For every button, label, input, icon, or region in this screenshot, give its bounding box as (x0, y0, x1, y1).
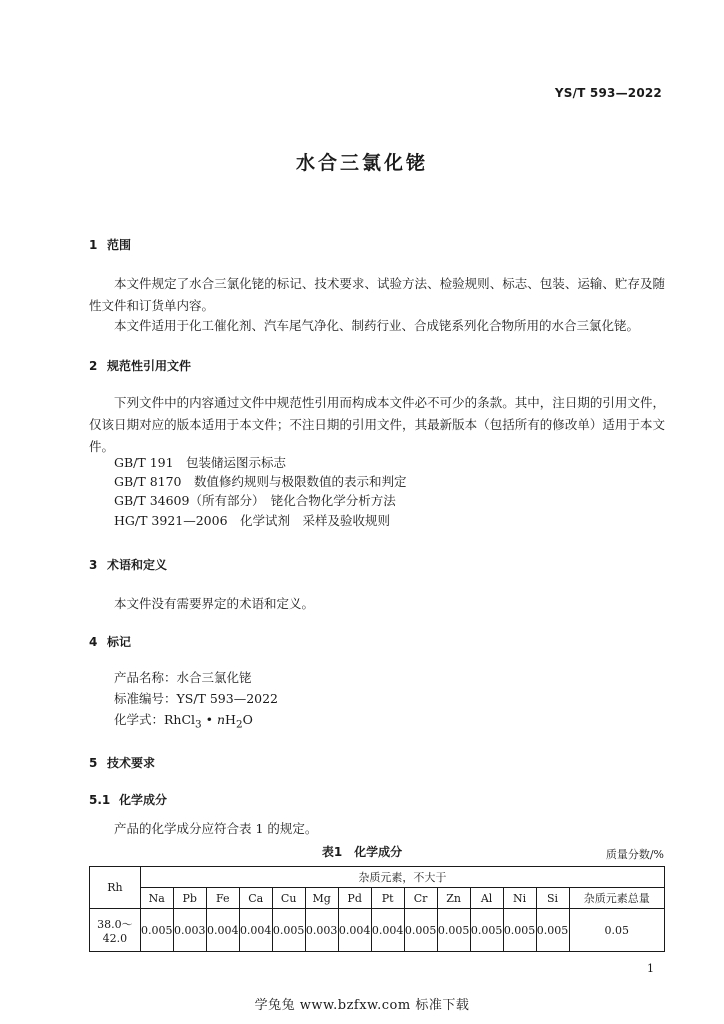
reference-item: HG/T 3921—2006 化学试剂 采样及验收规则 (114, 513, 391, 528)
element-header: Pb (173, 888, 206, 909)
chemical-formula-line: 化学式：RhCl$_3$ • $nH_2O$ (114, 712, 253, 731)
element-header: Zn (437, 888, 470, 909)
impurity-value: 0.004 (338, 909, 371, 952)
reference-item: GB/T 8170 数值修约规则与极限数值的表示和判定 (114, 474, 407, 489)
chemical-composition-table (89, 866, 665, 952)
section-1-paragraph-1: 本文件规定了水合三氯化铑的标记、技术要求、试验方法、检验规则、标志、包装、运输、贮存及随性文件和订货单内容。 (89, 276, 665, 313)
document-title: 水合三氯化铑 (295, 152, 428, 174)
section-5-1-paragraph: 产品的化学成分应符合表 1 的规定。 (114, 821, 318, 836)
section-3-heading: 3 术语和定义 (89, 558, 168, 572)
section-3-paragraph-1: 本文件没有需要界定的术语和定义。 (114, 596, 315, 611)
impurity-value: 0.003 (305, 909, 338, 952)
standard-code: YS/T 593—2022 (554, 86, 662, 100)
rh-header: Rh (90, 867, 141, 909)
element-header: Mg (305, 888, 338, 909)
element-header: Si (536, 888, 569, 909)
element-header: Al (470, 888, 503, 909)
product-name-line: 产品名称：水合三氯化铑 (114, 670, 252, 685)
element-header: Ca (239, 888, 272, 909)
impurity-value: 0.003 (173, 909, 206, 952)
impurity-value: 0.005 (437, 909, 470, 952)
standard-number-line: 标准编号：YS/T 593—2022 (114, 691, 279, 706)
reference-item: GB/T 191 包装储运图示标志 (114, 455, 287, 470)
section-5-heading: 5 技术要求 (89, 756, 156, 770)
element-header: Pd (338, 888, 371, 909)
page-number: 1 (647, 962, 654, 975)
section-1-paragraph-2: 本文件适用于化工催化剂、汽车尾气净化、制药行业、合成铑系列化合物所用的水合三氯化铑。 (114, 318, 640, 333)
section-2-heading: 2 规范性引用文件 (89, 359, 192, 373)
total-impurity-header: 杂质元素总量 (569, 888, 664, 909)
impurity-value: 0.005 (272, 909, 305, 952)
section-2-paragraph-1: 下列文件中的内容通过文件中规范性引用而构成本文件必不可少的条款。其中，注日期的引用文件，仅该日期对应的版本适用于本文件；不注日期的引用文件，其最新版本（包括所有的修改单）适用于本文件。 (89, 395, 665, 454)
element-header: Cr (404, 888, 437, 909)
element-header: Ni (503, 888, 536, 909)
impurity-group-header: 杂质元素，不大于 (140, 867, 664, 888)
impurity-value: 0.004 (239, 909, 272, 952)
impurity-value: 0.005 (536, 909, 569, 952)
section-4-heading: 4 标记 (89, 635, 132, 649)
section-5-1-heading: 5.1 化学成分 (89, 793, 168, 807)
element-header: Na (140, 888, 173, 909)
impurity-value: 0.004 (206, 909, 239, 952)
table-header-row (90, 867, 665, 888)
element-header: Cu (272, 888, 305, 909)
impurity-value: 0.004 (371, 909, 404, 952)
table-caption: 表1 化学成分 (321, 845, 403, 859)
total-impurity-value: 0.05 (569, 909, 664, 952)
impurity-value: 0.005 (140, 909, 173, 952)
reference-item: GB/T 34609（所有部分） 铑化合物化学分析方法 (114, 493, 396, 508)
impurity-value: 0.005 (470, 909, 503, 952)
element-header: Fe (206, 888, 239, 909)
table-unit: 质量分数/% (605, 848, 664, 861)
table-row (90, 909, 665, 952)
footer-watermark: 学兔兔 www.bzfxw.com 标准下载 (254, 998, 470, 1013)
rh-value: 38.0～ 42.0 (90, 909, 141, 952)
impurity-value: 0.005 (404, 909, 437, 952)
section-1-heading: 1 范围 (89, 238, 132, 252)
element-header: Pt (371, 888, 404, 909)
impurity-value: 0.005 (503, 909, 536, 952)
table-element-row (90, 888, 665, 909)
